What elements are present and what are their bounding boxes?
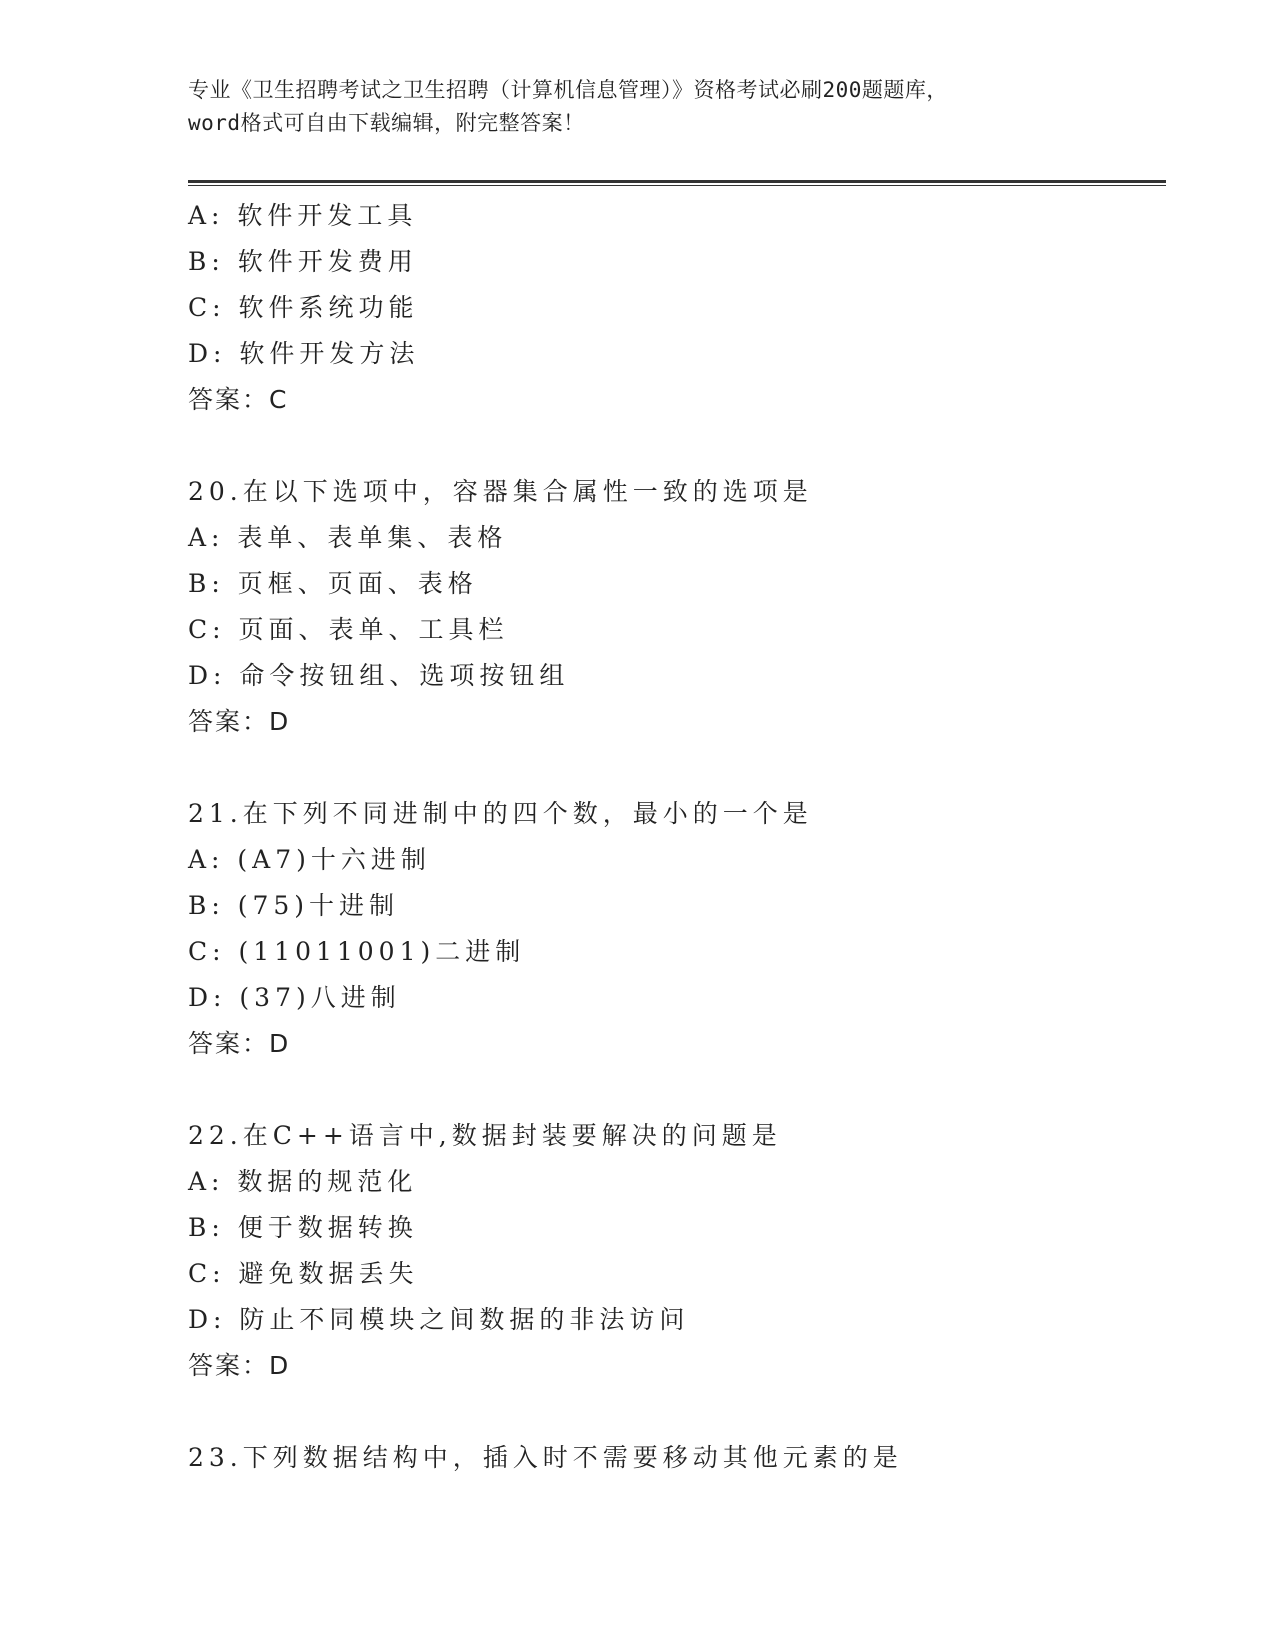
question-text: 23.下列数据结构中，插入时不需要移动其他元素的是: [188, 1443, 903, 1472]
header-divider-thin: [188, 185, 1166, 186]
header-divider-thick: [188, 180, 1166, 183]
option-c: C: 页面、表单、工具栏: [188, 615, 509, 644]
question-block-19: [188, 193, 1168, 423]
option-c: C: 避免数据丢失: [188, 1259, 419, 1288]
question-block-20: [188, 469, 1168, 745]
question-text: 20.在以下选项中，容器集合属性一致的选项是: [188, 477, 813, 506]
document-header: [188, 74, 1088, 140]
option-c: C: 软件系统功能: [188, 293, 419, 322]
option-d: D: 命令按钮组、选项按钮组: [188, 661, 570, 690]
question-spacer: [188, 1067, 1168, 1113]
question-spacer: [188, 1389, 1168, 1435]
option-d: D: (37)八进制: [188, 983, 401, 1012]
question-list: [188, 193, 1168, 1481]
option-a: A: 数据的规范化: [188, 1167, 418, 1196]
question-block-23: [188, 1435, 1168, 1481]
option-b: B: 页框、页面、表格: [188, 569, 478, 598]
question-spacer: [188, 423, 1168, 469]
question-text: 22.在C++语言中,数据封装要解决的问题是: [188, 1121, 782, 1150]
question-block-22: [188, 1113, 1168, 1389]
option-b: B: (75)十进制: [188, 891, 400, 920]
answer-line: 答案：D: [188, 1029, 291, 1058]
option-a: A: 软件开发工具: [188, 201, 418, 230]
header-title-line-2: word格式可自由下载编辑，附完整答案！: [188, 111, 585, 135]
answer-line: 答案：D: [188, 1351, 291, 1380]
option-b: B: 便于数据转换: [188, 1213, 418, 1242]
header-title-line-1: 专业《卫生招聘考试之卫生招聘（计算机信息管理）》资格考试必刷200题题库，: [188, 78, 948, 102]
question-spacer: [188, 745, 1168, 791]
option-b: B: 软件开发费用: [188, 247, 418, 276]
option-d: D: 防止不同模块之间数据的非法访问: [188, 1305, 690, 1334]
option-a: A: (A7)十六进制: [188, 845, 431, 874]
question-text: 21.在下列不同进制中的四个数，最小的一个是: [188, 799, 813, 828]
option-c: C: (11011001)二进制: [188, 937, 526, 966]
option-a: A: 表单、表单集、表格: [188, 523, 508, 552]
question-block-21: [188, 791, 1168, 1067]
option-d: D: 软件开发方法: [188, 339, 420, 368]
answer-line: 答案：C: [188, 385, 289, 414]
answer-line: 答案：D: [188, 707, 291, 736]
